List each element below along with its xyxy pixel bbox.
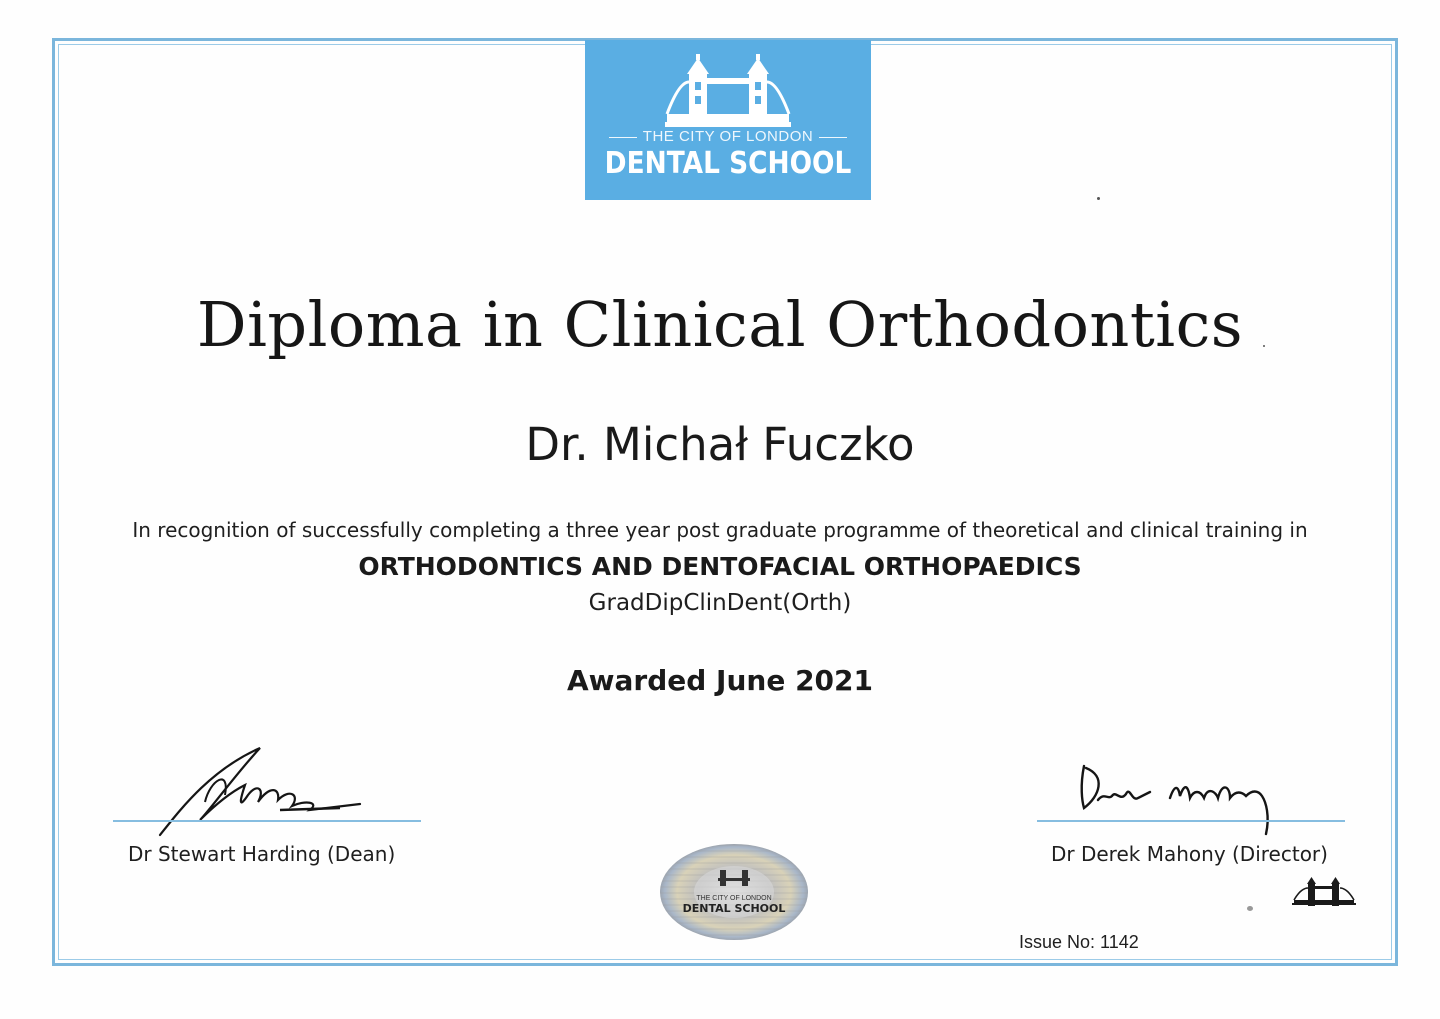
signature-left	[140, 740, 370, 840]
awarded-date: Awarded June 2021	[566, 664, 874, 697]
logo-subtitle: THE CITY OF LONDON	[585, 128, 871, 145]
hologram-seal	[658, 842, 810, 942]
hologram-line1: THE CITY OF LONDON	[696, 895, 772, 902]
scan-speck	[1247, 906, 1253, 911]
signature-line-right	[1037, 820, 1345, 822]
diploma-title: Diploma in Clinical Orthodontics	[196, 288, 1244, 361]
recipient-name: Dr. Michał Fuczko	[525, 418, 915, 471]
scan-speck	[1097, 197, 1100, 200]
scan-speck	[1263, 345, 1265, 347]
issue-number: Issue No: 1142	[1019, 932, 1139, 952]
school-logo	[585, 40, 871, 200]
signature-line-left	[113, 820, 421, 822]
qualification: GradDipClinDent(Orth)	[588, 590, 852, 616]
recognition-text: In recognition of successfully completing a three year post graduate programme of theoretical and clinical training in	[132, 518, 1308, 542]
hologram-line2: DENTAL SCHOOL	[682, 902, 786, 915]
logo-title: DENTAL SCHOOL	[604, 146, 852, 181]
signature-right	[1070, 756, 1300, 846]
signatory-left: Dr Stewart Harding (Dean)	[128, 842, 396, 866]
small-bridge-icon	[1292, 876, 1356, 912]
signatory-right: Dr Derek Mahony (Director)	[1051, 842, 1328, 866]
specialty: ORTHODONTICS AND DENTOFACIAL ORTHOPAEDICS	[358, 552, 1082, 581]
